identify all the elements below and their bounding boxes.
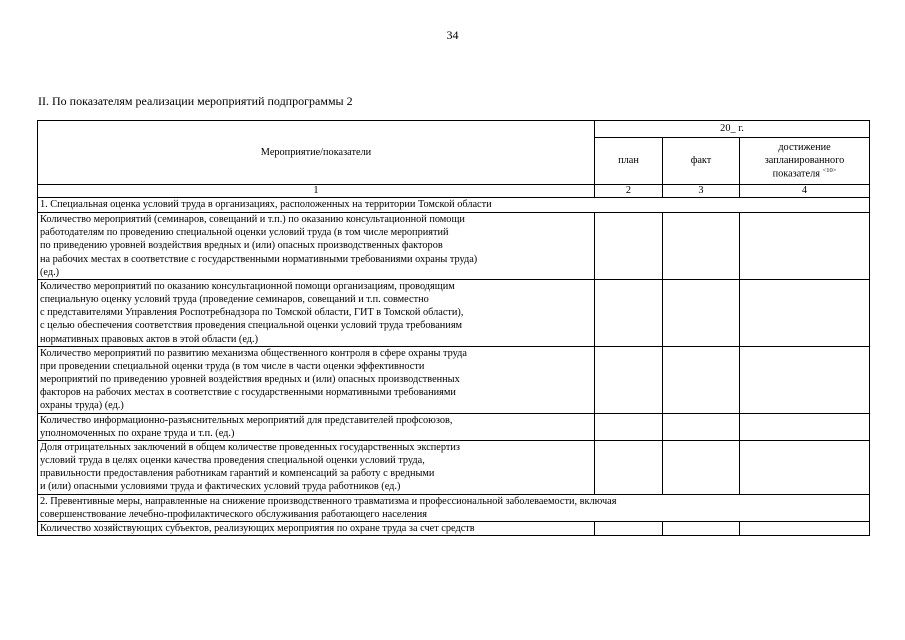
achievement-cell [740, 213, 870, 280]
indicator-line: охраны труда) (ед.) [40, 400, 124, 412]
header-measure: Мероприятие/показатели [38, 121, 595, 185]
indicators-table [37, 120, 870, 536]
indicator-line: на рабочих местах в соответствие с государственными нормативными требованиями охраны труда) [40, 253, 478, 265]
fact-cell [663, 440, 740, 494]
fact-cell [663, 279, 740, 346]
column-number-4: 4 [740, 185, 870, 198]
indicator-line: работодателям по проведению специальной оценки условий труда (в том числе мероприятий [40, 227, 449, 239]
table-row [38, 440, 870, 494]
header-achievement-note: <10> [822, 167, 837, 175]
section-row [38, 198, 870, 213]
plan-cell [595, 521, 663, 535]
header-achievement [740, 138, 870, 185]
indicator-text [38, 413, 595, 440]
fact-cell [663, 213, 740, 280]
indicator-line: и (или) опасными условиями труда и фактических условий труда работников (ед.) [40, 481, 401, 493]
achievement-cell [740, 413, 870, 440]
indicator-line: Количество мероприятий по развитию механизма общественного контроля в сфере охраны труда [40, 347, 467, 359]
indicator-text [38, 521, 595, 535]
header-fact: факт [663, 138, 740, 185]
achievement-cell [740, 440, 870, 494]
fact-cell [663, 521, 740, 535]
indicator-line: Доля отрицательных заключений в общем количестве проведенных государственных экспертиз [40, 441, 460, 453]
indicator-line: с целью обеспечения соответствия проведения специальной оценки условий труда требованиям [40, 320, 463, 332]
indicator-line: нормативных правовых актов в этой области (ед.) [40, 333, 259, 345]
indicator-line: при проведении специальной оценки труда (в том числе в части оценки эффективности [40, 360, 425, 372]
header-year: 20_ г. [595, 121, 870, 138]
section-heading-line: совершенствование лечебно-профилактического обслуживания работающего населения [40, 508, 427, 520]
table-row [38, 213, 870, 280]
header-achievement-label: достижение запланированного показателя [764, 142, 845, 180]
section-heading [38, 198, 870, 213]
column-number-2: 2 [595, 185, 663, 198]
indicator-line: Количество информационно-разъяснительных мероприятий для представителей профсоюзов, [40, 414, 453, 426]
column-number-1: 1 [38, 185, 595, 198]
achievement-cell [740, 346, 870, 413]
indicator-line: мероприятий по приведению уровней воздействия вредных и (или) опасных производственных [40, 374, 460, 386]
indicator-line: Количество мероприятий (семинаров, совещаний и т.п.) по оказанию консультационной помощи [40, 214, 465, 225]
plan-cell [595, 346, 663, 413]
indicator-line: Количество мероприятий по оказанию консультационной помощи организациям, проводящим [40, 280, 455, 292]
indicator-line: факторов на рабочих местах в соответствие с государственными нормативными требованиями [40, 387, 456, 399]
indicator-text [38, 279, 595, 346]
table-row [38, 413, 870, 440]
indicator-text [38, 346, 595, 413]
plan-cell [595, 213, 663, 280]
column-number-3: 3 [663, 185, 740, 198]
section-heading [38, 494, 870, 521]
table-body [38, 198, 870, 536]
achievement-cell [740, 279, 870, 346]
indicator-line: правильности предоставления работникам гарантий и компенсаций за работу с вредными [40, 468, 435, 480]
header-plan: план [595, 138, 663, 185]
page-number: 34 [446, 28, 459, 42]
section-heading-line: 2. Превентивные меры, направленные на снижение производственного травматизма и профессиональной заболеваемости, включая [40, 495, 617, 507]
plan-cell [595, 413, 663, 440]
achievement-cell [740, 521, 870, 535]
section-heading-line: 1. Специальная оценка условий труда в организациях, расположенных на территории Томской области [40, 199, 492, 210]
section-title: II. По показателям реализации мероприятий подпрограммы 2 [38, 94, 353, 108]
section-row [38, 494, 870, 521]
fact-cell [663, 413, 740, 440]
indicator-line: (ед.) [40, 266, 60, 278]
indicator-text [38, 213, 595, 280]
table-row [38, 279, 870, 346]
fact-cell [663, 346, 740, 413]
indicator-line: с представителями Управления Роспотребнадзора по Томской области, ГИТ в Томской области), [40, 307, 464, 319]
table-row [38, 346, 870, 413]
table-row [38, 521, 870, 535]
indicator-line: по приведению уровней воздействия вредных и (или) опасных производственных факторов [40, 240, 443, 252]
plan-cell [595, 440, 663, 494]
indicator-line: условий труда в целях оценки качества проведения специальной оценки условий труда, [40, 455, 425, 467]
indicator-line: специальную оценку условий труда (проведение семинаров, совещаний и т.п. совместно [40, 294, 429, 306]
indicator-text [38, 440, 595, 494]
indicator-line: Количество хозяйствующих субъектов, реализующих мероприятия по охране труда за счет средств [40, 522, 475, 534]
indicator-line: уполномоченных по охране труда и т.п. (ед.) [40, 427, 235, 439]
plan-cell [595, 279, 663, 346]
